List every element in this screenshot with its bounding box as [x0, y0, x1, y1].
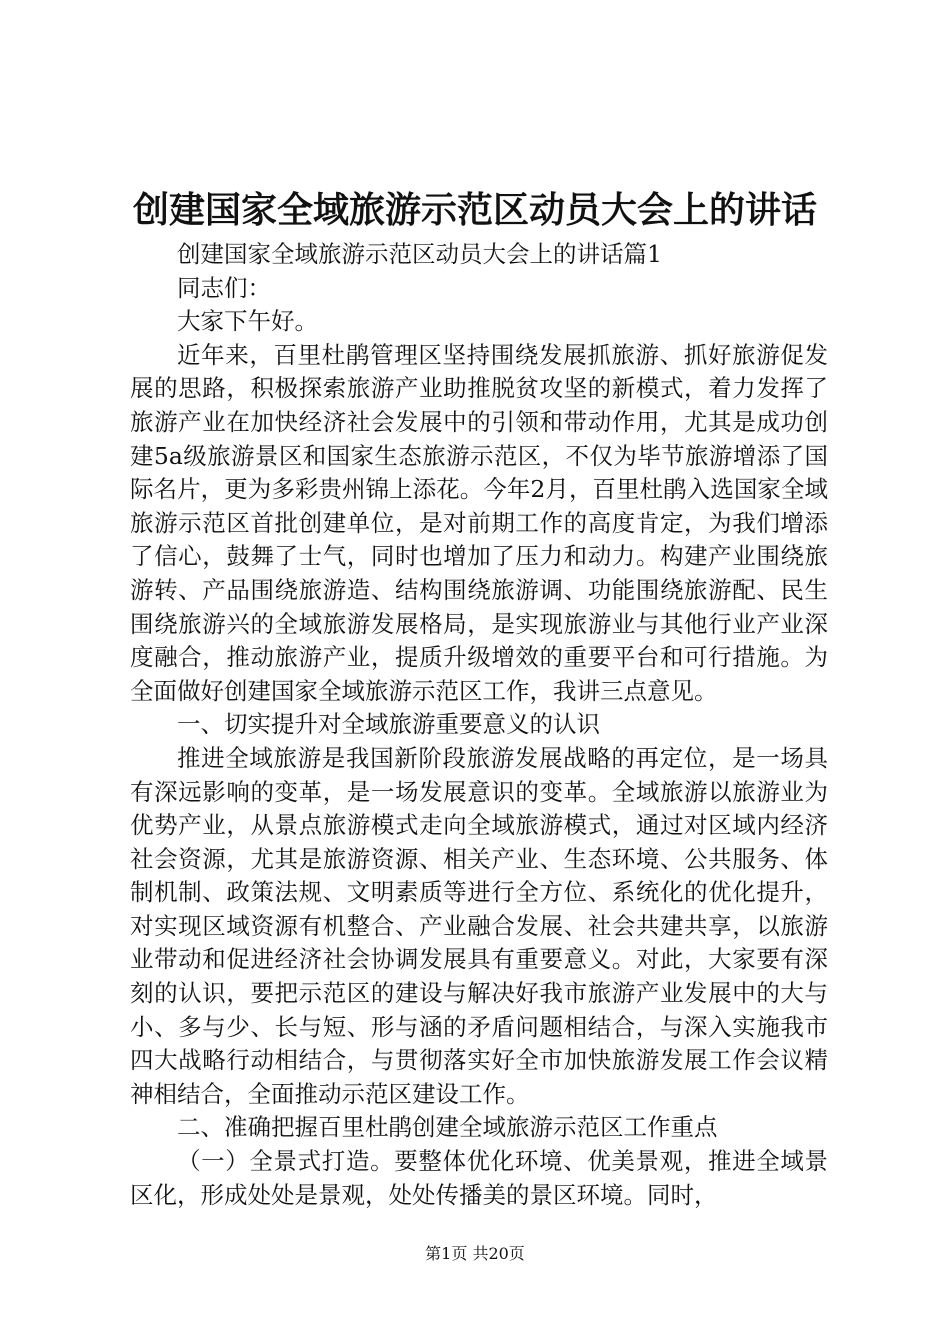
body-paragraph: （一）全景式打造。要整体优化环境、优美景观，推进全域景区化，形成处处是景观，处处传播美的景区环境。同时， [130, 1147, 828, 1209]
document-body [130, 238, 828, 1212]
section-heading: 一、切实提升对全域旅游重要意义的认识 [177, 710, 600, 739]
body-paragraph: 推进全域旅游是我国新阶段旅游发展战略的再定位，是一场具有深远影响的变革，是一场发展意识的变革。全域旅游以旅游业为优势产业，从景点旅游模式走向全域旅游模式，通过对区域内经济社会资源，尤其是旅游资源、相关产业、生态环境、公共服务、体制机制、政策法规、文明素质等进行全方位、系统化的优化提升，对实现区域资源有机整合、产业融合发展、社会共建共享，以旅游业带动和促进经济社会协调发展具有重要意义。对此，大家要有深刻的认识，要把示范区的建设与解决好我市旅游产业发展中的大与小、多与少、长与短、形与涵的矛盾问题相结合，与深入实施我市四大战略行动相结合，与贯彻落实好全市加快旅游发展工作会议精神相结合，全面推动示范区建设工作。 [130, 743, 828, 1108]
greeting: 大家下午好。 [177, 307, 318, 336]
salutation: 同志们： [177, 273, 271, 302]
page-number: 第1页 共20页 [425, 1244, 525, 1263]
body-paragraph: 近年来，百里杜鹃管理区坚持围绕发展抓旅游、抓好旅游促发展的思路，积极探索旅游产业助推脱贫攻坚的新模式，着力发挥了旅游产业在加快经济社会发展中的引领和带动作用，尤其是成功创建5a级旅游景区和国家生态旅游示范区，不仅为毕节旅游增添了国际名片，更为多彩贵州锦上添花。今年2月，百里杜鹃入选国家全域旅游示范区首批创建单位，是对前期工作的高度肯定，为我们增添了信心，鼓舞了士气，同时也增加了压力和动力。构建产业围绕旅游转、产品围绕旅游造、结构围绕旅游调、功能围绕旅游配、民生围绕旅游兴的全域旅游发展格局，是实现旅游业与其他行业产业深度融合，推动旅游产业，提质升级增效的重要平台和可行措施。为全面做好创建国家全域旅游示范区工作，我讲三点意见。 [130, 340, 828, 705]
document-title: 创建国家全域旅游示范区动员大会上的讲话 [132, 189, 817, 231]
section-heading: 创建国家全域旅游示范区动员大会上的讲话篇1 [177, 240, 662, 268]
section-heading: 二、准确把握百里杜鹃创建全域旅游示范区工作重点 [177, 1113, 718, 1142]
